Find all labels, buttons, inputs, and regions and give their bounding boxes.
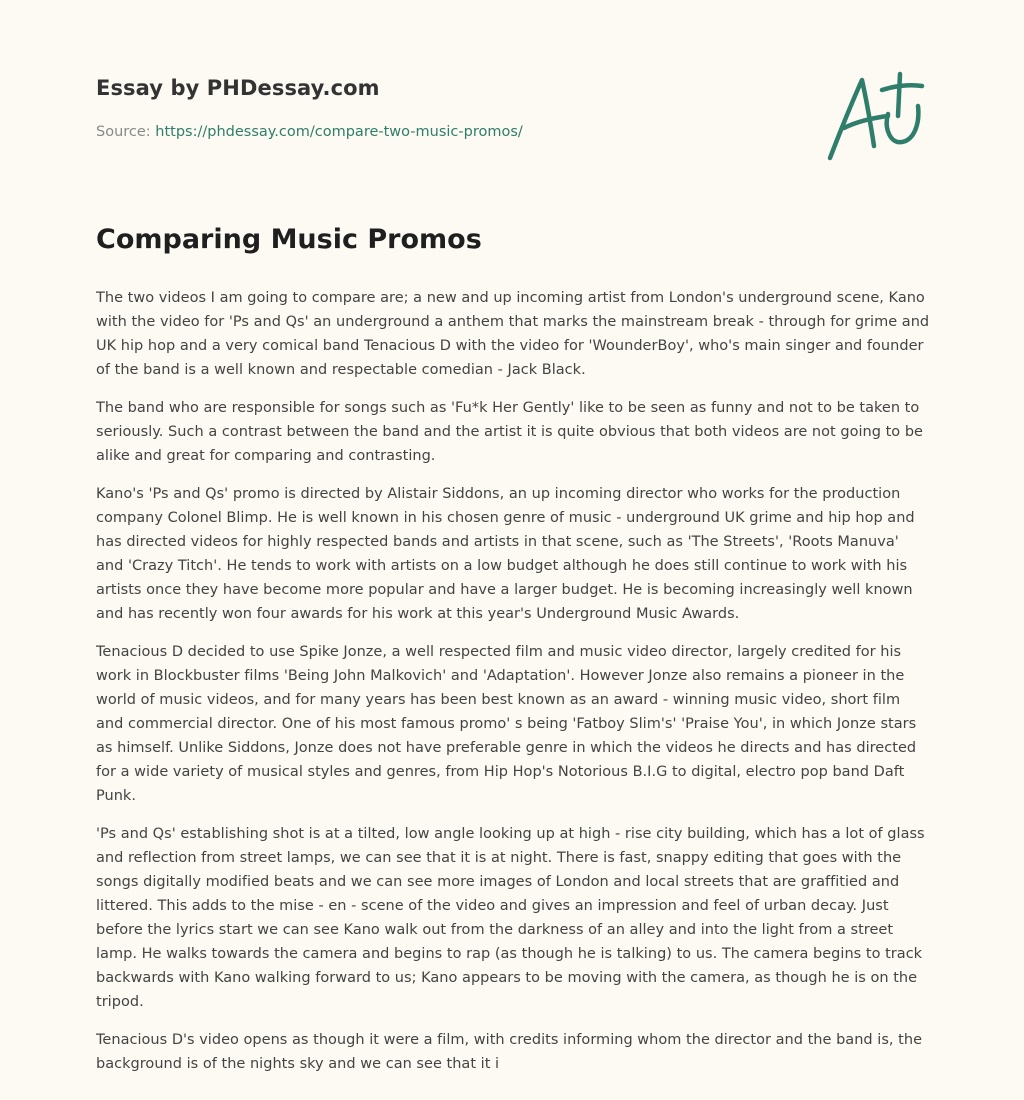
paragraph: Kano's 'Ps and Qs' promo is directed by Alistair Siddons, an up incoming director who works for the production company Colonel Blimp. He is well known in his chosen genre of music - underground UK grime and hip hop and has directed videos for highly respected bands and artists in that scene, such as 'The Streets', 'Roots Manuva' and 'Crazy Titch'. He tends to work with artists on a low budget although he does still continue to work with his artists once they have become more popular and have a larger budget. He is becoming increasingly well known and has recently won four awards for his work at this year's Underground Music Awards. [96,486,915,622]
paragraph: The two videos I am going to compare are; a new and up incoming artist from London's underground scene, Kano with the video for 'Ps and Qs' an underground a anthem that marks the mainstream break - through for grime and UK hip hop and a very comical band Tenacious D with the video for 'WounderBoy', who's main singer and founder of the band is a well known and respectable comedian - Jack Black. [96,290,930,378]
paragraph: 'Ps and Qs' establishing shot is at a tilted, low angle looking up at high - rise city building, which has a lot of glass and reflection from street lamps, we can see that it is at night. There is fast, snappy editing that goes with the songs digitally modified beats and we can see more images of London and local streets that are graffitied and littered. This adds to the mise - en - scene of the video and gives an impression and feel of urban decay. Just before the lyrics start we can see Kano walk out from the darkness of an alley and into the light from a street lamp. He walks towards the camera and begins to rap (as though he is talking) to us. The camera begins to track backwards with Kano walking forward to us; Kano appears to be moving with the camera, as though he is on the tripod. [96,826,925,1010]
source-label: Source: [96,124,151,140]
a-plus-logo-icon [822,68,926,164]
document-title: Comparing Music Promos [96,224,482,255]
document-body [96,286,930,1090]
source-link[interactable]: https://phdessay.com/compare-two-music-promos/ [155,124,523,140]
paragraph: Tenacious D decided to use Spike Jonze, a well respected film and music video director, largely credited for his work in Blockbuster films 'Being John Malkovich' and 'Adaptation'. However Jonze also remains a pioneer in the world of music videos, and for many years has been best known as an award - winning music video, short film and commercial director. One of his most famous promo' s being 'Fatboy Slim's' 'Praise You', in which Jonze stars as himself. Unlike Siddons, Jonze does not have preferable genre in which the videos he directs and has directed for a wide variety of musical styles and genres, from Hip Hop's Notorious B.I.G to digital, electro pop band Daft Punk. [96,644,917,804]
paragraph: Tenacious D's video opens as though it were a film, with credits informing whom the director and the band is, the background is of the nights sky and we can see that it i [96,1032,923,1072]
site-title: Essay by PHDessay.com [96,76,380,100]
paragraph: The band who are responsible for songs such as 'Fu*k Her Gently' like to be seen as funny and not to be taken to seriously. Such a contrast between the band and the artist it is quite obvious that both videos are not going to be alike and great for comparing and contrasting. [96,400,923,464]
source-line [96,124,523,140]
